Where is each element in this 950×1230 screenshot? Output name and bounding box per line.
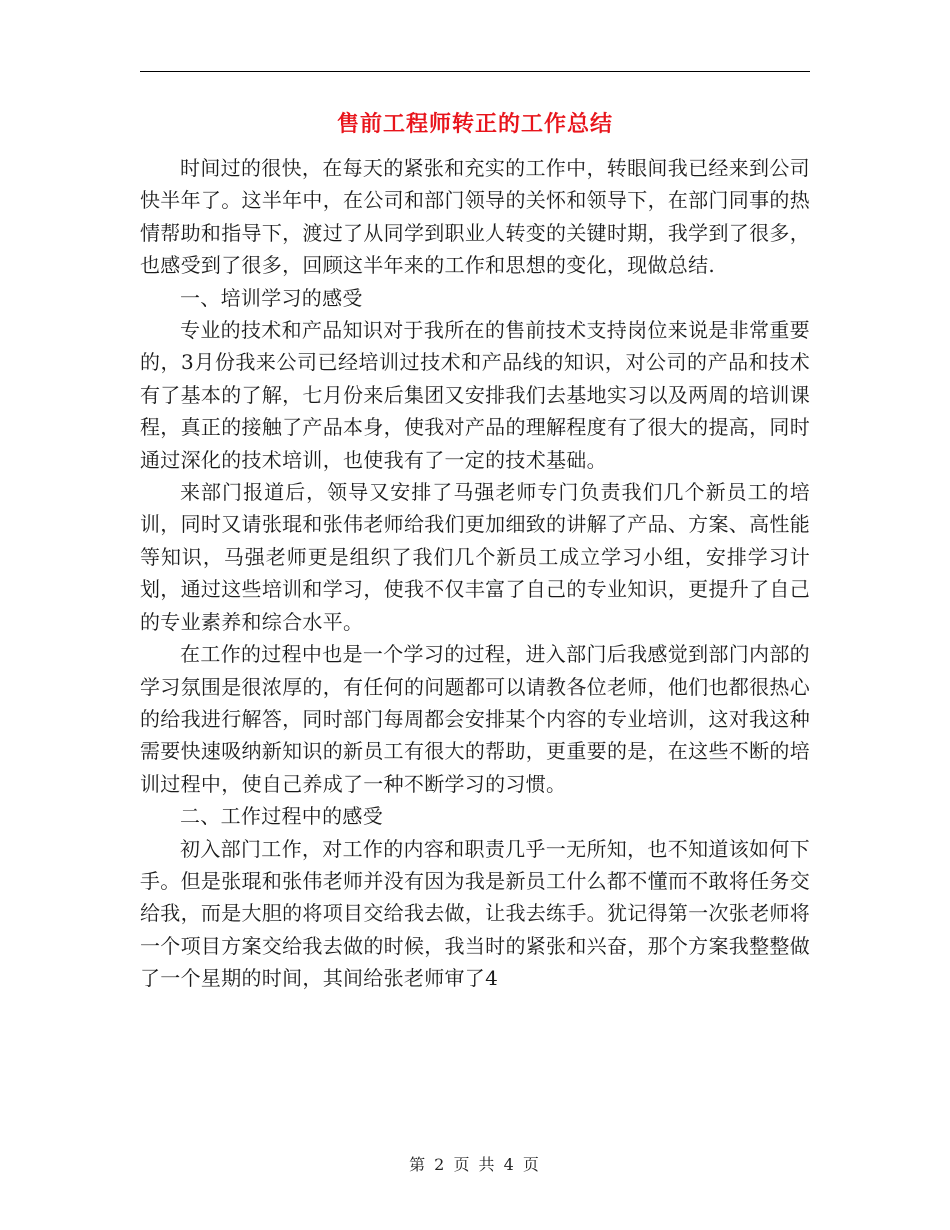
page-title: 售前工程师转正的工作总结 [336, 112, 613, 137]
paragraph-training-2: 来部门报道后，领导又安排了马强老师专门负责我们几个新员工的培训，同时又请张琨和张伟老师给我们更加细致的讲解了产品、方案、高性能等知识，马强老师更是组织了我们几个新员工成立学习小组，安排学习计划，通过这些培训和学习，使我不仅丰富了自己的专业知识，更提升了自己的专业素养和综合水平。 [140, 480, 810, 634]
paragraph-work-1: 初入部门工作，对工作的内容和职责几乎一无所知，也不知道该如何下手。但是张琨和张伟老师并没有因为我是新员工什么都不懂而不敢将任务交给我，而是大胆的将项目交给我去做，让我去练手。犹记得第一次张老师将一个项目方案交给我去做的时候，我当时的紧张和兴奋，那个方案我整整做了一个星期的时间，其间给张老师审了4 [140, 836, 810, 991]
document-body [140, 152, 810, 995]
section-heading-training: 一、培训学习的感受 [180, 285, 363, 310]
paragraph-training-3: 在工作的过程中也是一个学习的过程，进入部门后我感觉到部门内部的学习氛围是很浓厚的，有任何的问题都可以请教各位老师，他们也都很热心的给我进行解答，同时部门每周都会安排某个内容的专业培训，这对我这种需要快速吸纳新知识的新员工有很大的帮助，更重要的是，在这些不断的培训过程中，使自己养成了一种不断学习的习惯。 [140, 642, 810, 796]
header-rule [140, 71, 810, 72]
page-footer: 第 2 页 共 4 页 [409, 1155, 541, 1174]
paragraph-training-1: 专业的技术和产品知识对于我所在的售前技术支持岗位来说是非常重要的，3月份我来公司已经培训过技术和产品线的知识，对公司的产品和技术有了基本的了解，七月份来后集团又安排我们去基地实习以及两周的培训课程，真正的接触了产品本身，使我对产品的理解程度有了很大的提高，同时通过深化的技术培训，也使我有了一定的技术基础。 [140, 318, 810, 472]
section-heading-work: 二、工作过程中的感受 [180, 804, 383, 829]
paragraph-intro: 时间过的很快，在每天的紧张和充实的工作中，转眼间我已经来到公司快半年了。这半年中，在公司和部门领导的关怀和领导下，在部门同事的热情帮助和指导下，渡过了从同学到职业人转变的关键时期，我学到了很多，也感受到了很多，回顾这半年来的工作和思想的变化，现做总结. [140, 156, 810, 278]
